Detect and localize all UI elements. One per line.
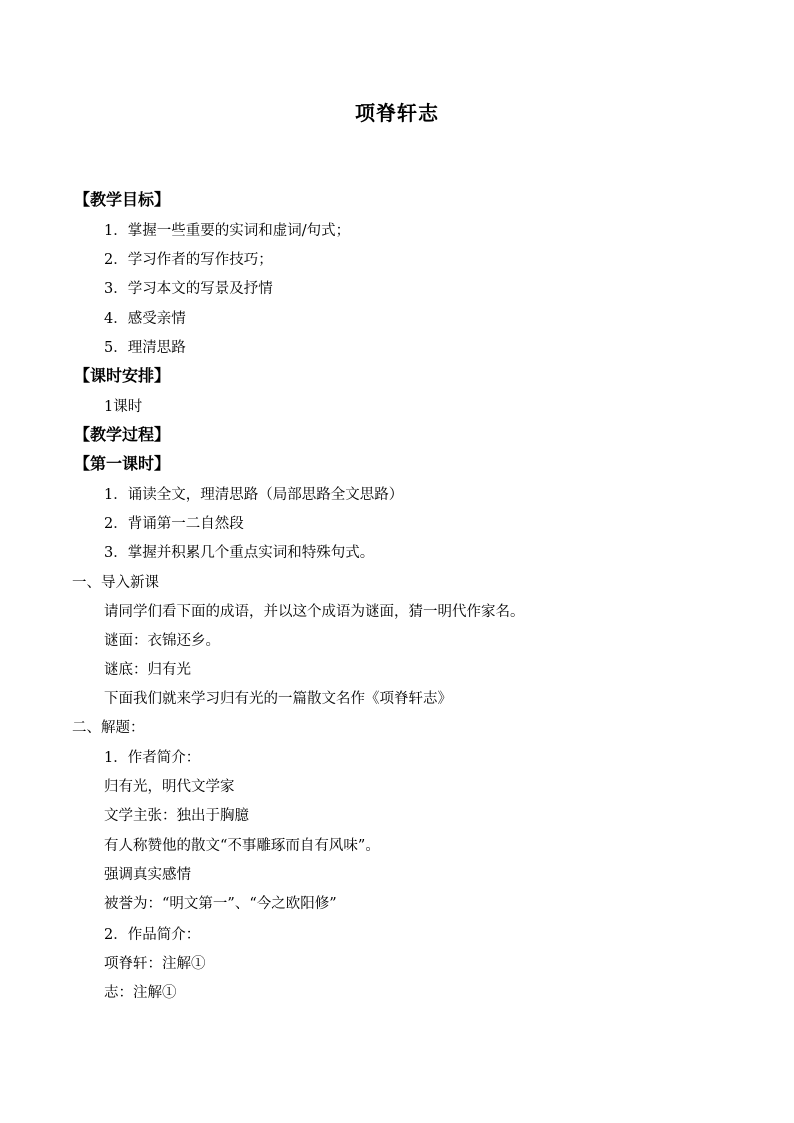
part1-line: 谜底：归有光 — [104, 662, 191, 678]
schedule-heading: 【课时安排】 — [74, 366, 171, 385]
objective-item: 1．掌握一些重要的实词和虚词/句式； — [104, 223, 351, 239]
part2-line: 项脊轩：注解① — [104, 956, 206, 972]
part2-line: 志：注解① — [104, 985, 177, 1001]
objective-item: 3．学习本文的写景及抒情 — [104, 281, 273, 297]
part2-line: 被誉为：“明文第一”、“今之欧阳修” — [104, 896, 337, 912]
first-lesson-item: 3．掌握并积累几个重点实词和特殊句式。 — [104, 545, 375, 561]
first-lesson-heading: 【第一课时】 — [74, 454, 171, 473]
objective-item: 4．感受亲情 — [104, 311, 186, 327]
first-lesson-item: 1．诵读全文，理清思路（局部思路全文思路） — [104, 487, 404, 503]
schedule-text: 1课时 — [104, 399, 143, 415]
part2-heading: 二、解题： — [72, 720, 145, 736]
part2-line: 文学主张：独出于胸臆 — [104, 808, 249, 824]
part1-heading: 一、导入新课 — [72, 575, 159, 591]
first-lesson-item: 2．背诵第一二自然段 — [104, 516, 244, 532]
objective-item: 2．学习作者的写作技巧； — [104, 252, 273, 268]
part2-line: 归有光，明代文学家 — [104, 779, 235, 795]
part2-line: 有人称赞他的散文“不事雕琢而自有风味”。 — [104, 838, 380, 854]
part2-line: 强调真实感情 — [104, 867, 191, 883]
part2-line: 1．作者简介： — [104, 750, 201, 766]
process-heading: 【教学过程】 — [74, 425, 171, 444]
objective-item: 5．理清思路 — [104, 340, 186, 356]
part1-line: 谜面：衣锦还乡。 — [104, 633, 220, 649]
part1-line: 下面我们就来学习归有光的一篇散文名作《项脊轩志》 — [104, 691, 452, 707]
part2-line: 2．作品简介： — [104, 927, 201, 943]
part1-line: 请同学们看下面的成语，并以这个成语为谜面，猜一明代作家名。 — [104, 604, 525, 620]
objectives-heading: 【教学目标】 — [74, 190, 171, 209]
page-title: 项脊轩志 — [355, 101, 439, 125]
